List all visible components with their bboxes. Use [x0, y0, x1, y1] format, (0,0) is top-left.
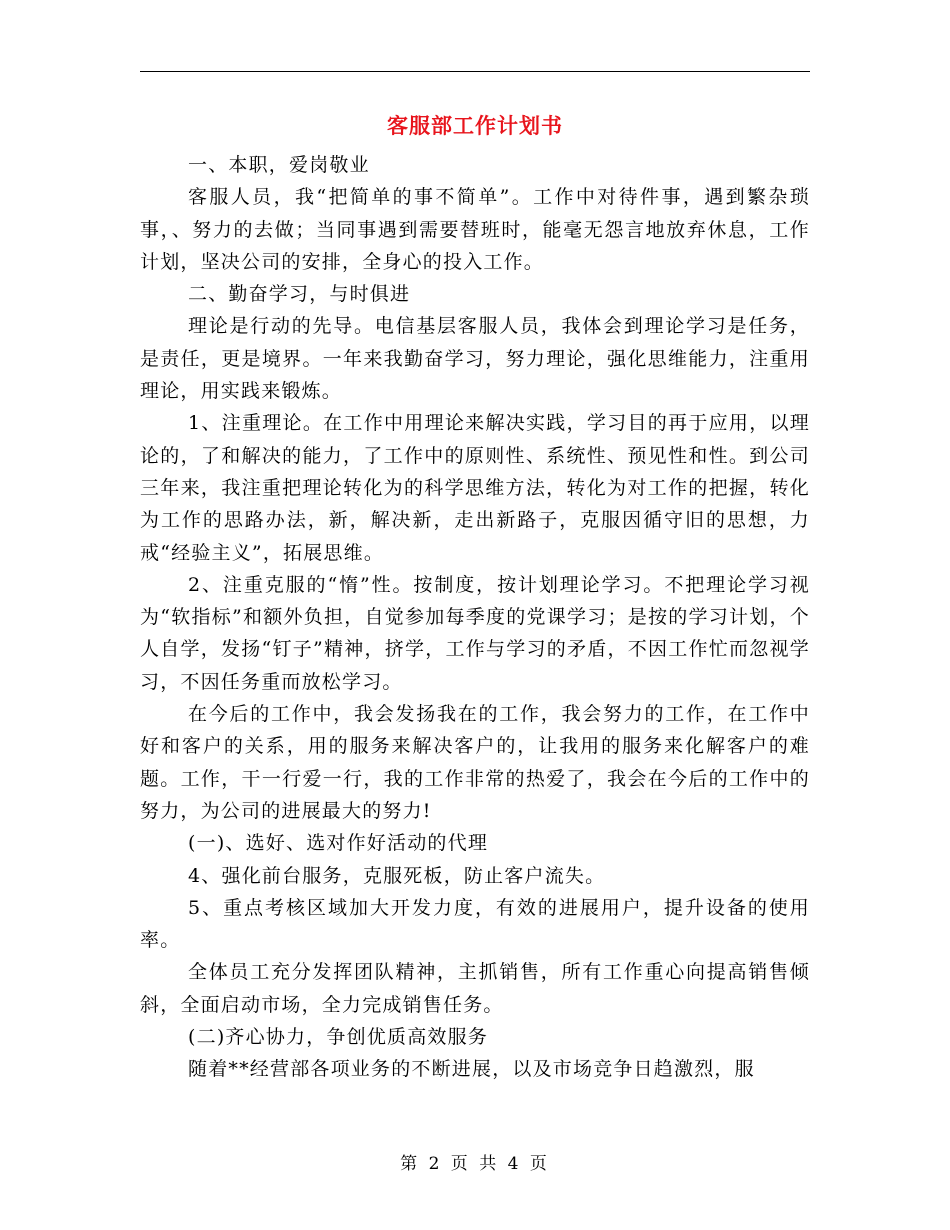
list-item-2: 2、注重克服的“惰”性。按制度，按计划理论学习。不把理论学习视为“软指标”和额外负担，自觉参加每季度的党课学习；是按的学习计划，个人自学，发扬“钉子”精神，挤学，工作与学习的矛盾，不因工作忙而忽视学习，不因任务重而放松学习。 — [140, 573, 810, 693]
heading-section-1: 一、本职，爱岗敬业 — [188, 154, 370, 176]
subheading-1: (一)、选好、选对作好活动的代理 — [188, 832, 489, 855]
body-paragraph: 全体员工充分发挥团队精神，主抓销售，所有工作重心向提高销售倾斜，全面启动市场，全力完成销售任务。 — [140, 961, 810, 1016]
document-title: 客服部工作计划书 — [387, 113, 563, 138]
list-item-5: 5、重点考核区域加大开发力度，有效的进展用户，提升设备的使用率。 — [140, 896, 810, 952]
list-item-4: 4、强化前台服务，克服死板，防止客户流失。 — [188, 864, 606, 887]
body-paragraph: 客服人员，我“把简单的事不简单”。工作中对待件事，遇到繁杂琐事，、努力的去做；当同事遇到需要替班时，能毫无怨言地放弃休息，工作计划，坚决公司的安排，全身心的投入工作。 — [140, 186, 810, 273]
body-paragraph: 在今后的工作中，我会发扬我在的工作，我会努力的工作，在工作中好和客户的关系，用的服务来解决客户的，让我用的服务来化解客户的难题。工作，干一行爱一行，我的工作非常的热爱了，我会在今后的工作中的努力，为公司的进展最大的努力! — [140, 703, 810, 822]
document-body — [140, 149, 810, 1086]
subheading-2: (二)齐心协力，争创优质高效服务 — [188, 1026, 489, 1049]
heading-section-2: 二、勤奋学习，与时俱进 — [188, 283, 411, 306]
body-paragraph: 随着**经营部各项业务的不断进展，以及市场竞争日趋激烈，服 — [188, 1058, 755, 1081]
header-rule — [140, 71, 810, 72]
list-item-1: 1、注重理论。在工作中用理论来解决实践，学习目的再于应用，以理论的，了和解决的能力，了工作中的原则性、系统性、预见性和性。到公司三年来，我注重把理论转化为的科学思维方法，转化为对工作的把握，转化为工作的思路办法，新，解决新，走出新路子，克服因循守旧的思想，力戒“经验主义”，拓展思维。 — [140, 412, 810, 564]
body-paragraph: 理论是行动的先导。电信基层客服人员，我体会到理论学习是任务，是责任，更是境界。一年来我勤奋学习，努力理论，强化思维能力，注重用理论，用实践来锻炼。 — [140, 315, 810, 403]
page-number-footer: 第 2 页 共 4 页 — [400, 1154, 550, 1174]
